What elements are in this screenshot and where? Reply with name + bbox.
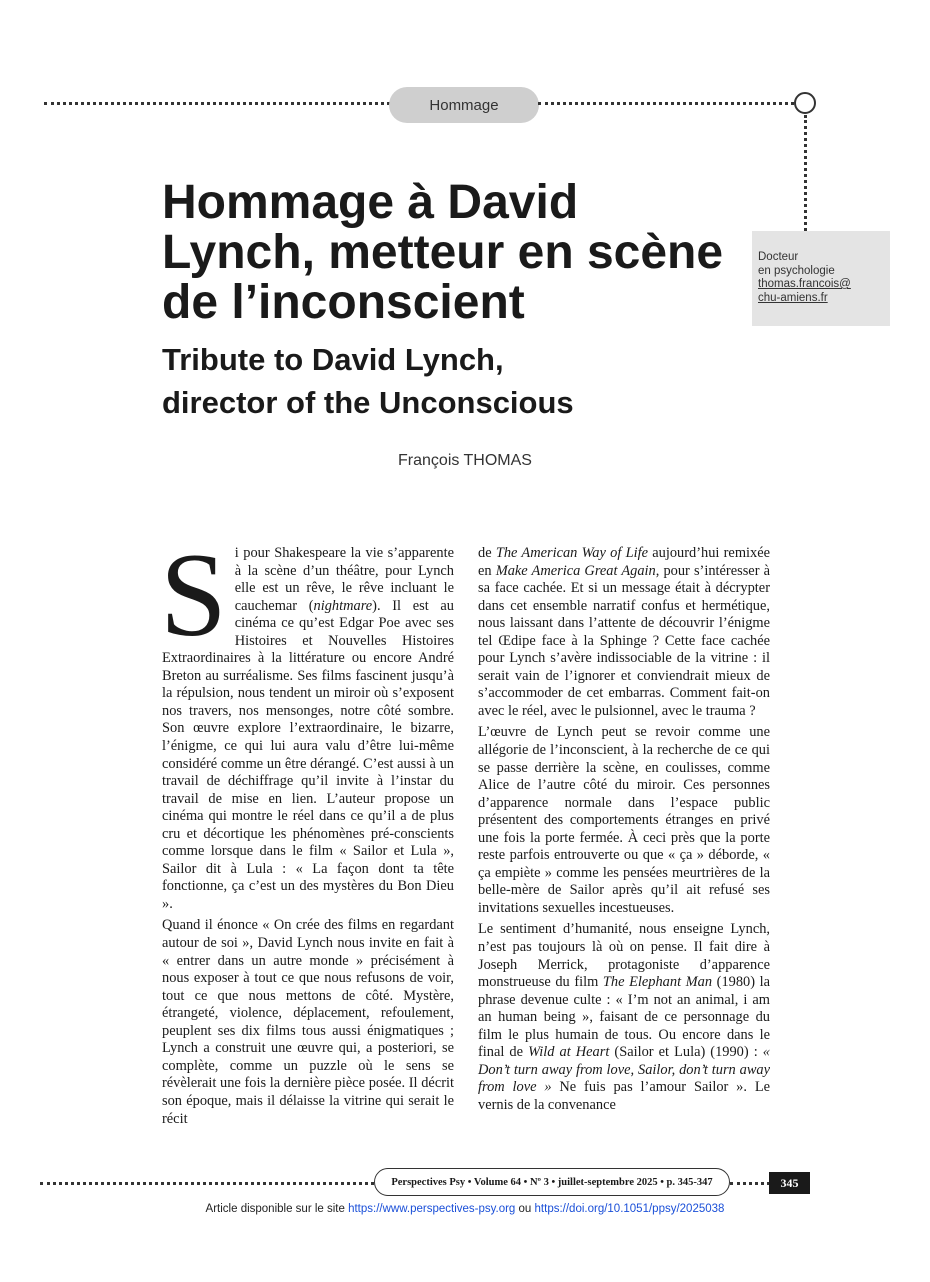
page-number: 345 bbox=[769, 1172, 810, 1194]
body-column-right bbox=[478, 545, 770, 1119]
author-email-link-part2[interactable]: chu-amiens.fr bbox=[758, 291, 828, 304]
body-column-left bbox=[160, 528, 454, 1132]
title-english bbox=[162, 338, 742, 424]
paragraph-3-text-b: aujourd’hui remixée en bbox=[478, 545, 770, 579]
paragraph-3-text-a: de bbox=[478, 545, 496, 561]
paragraph-5 bbox=[478, 921, 770, 1114]
availability-prefix: Article disponible sur le site bbox=[205, 1203, 349, 1215]
affiliation-title: Docteur bbox=[758, 251, 799, 263]
paragraph-5-text-c: (Sailor et Lula) (1990) : bbox=[609, 1044, 763, 1061]
paragraph-5-text-d: Ne fuis pas l’amour Sailor ». Le vernis de la convenance bbox=[478, 1079, 771, 1113]
author-email-link-part1[interactable]: thomas.francois@ bbox=[758, 278, 851, 290]
paragraph-5-emphasis-2: Wild at Heart bbox=[528, 1044, 610, 1061]
paragraph-5-text-b: (1980) la phrase devenue culte : « I’m not an animal, i am an human being », faisant de ce personnage du film le plus humain de tous. Ou encore dans le final de bbox=[478, 974, 770, 1061]
paragraph-5-emphasis-3: « Don’t turn away from love, Sailor, don’t turn away from love » bbox=[478, 1044, 770, 1096]
doi-link[interactable]: https://doi.org/10.1051/ppsy/2025038 bbox=[534, 1203, 725, 1215]
paragraph-3-emphasis-1: The American Way of Life bbox=[495, 545, 648, 561]
paragraph-5-emphasis-1: The Elephant Man bbox=[602, 974, 713, 991]
paragraph-2: Quand il énonce « On crée des films en regardant autour de soi », David Lynch nous invite en fait à « entrer dans un autre monde » précisément à nous exposer à tout ce que nous refusons de voir, tout ce que nous mettons de côté. Mystère, étrangeté, violence, déplacement, refoulement, peuplent ses dix films tous aussi énigmatiques ; Lynch a construit une œuvre qui, a posteriori, se complète, comme un puzzle où le sens se révèlerait une fois la dernière pièce posée. Il décrit son époque, mais il délaisse la vitrine qui serait le récit bbox=[162, 917, 454, 1127]
site-link[interactable]: https://www.perspectives-psy.org bbox=[348, 1203, 516, 1215]
paragraph-4: L’œuvre de Lynch peut se revoir comme une allégorie de l’inconscient, à la recherche de ce qui se passe derrière la scène, en coulisses, comme Alice de l’autre côté du miroir. Ces personnes d’apparence normale dans l’espace public présentent des comportements étranges en privé une fois la porte fermée. À ceci près que la porte reste parfois entrouverte ou que « ça » déborde, « ça empiète » comme les pensées meurtrières de la belle-mère de Sailor après qu’il ait refusé ses invitations sexuelles incestueuses. bbox=[478, 724, 770, 916]
journal-citation: Perspectives Psy • Volume 64 • Nº 3 • juillet-septembre 2025 • p. 345-347 bbox=[374, 1168, 730, 1196]
author-name: François THOMAS bbox=[398, 452, 532, 469]
drop-cap: S bbox=[160, 528, 227, 661]
paragraph-1-emphasis: nightmare bbox=[313, 597, 373, 614]
paragraph-3 bbox=[478, 545, 770, 720]
header-dotted-rule-right bbox=[538, 102, 794, 105]
header-circle-ornament bbox=[794, 92, 816, 114]
author-affiliation-box bbox=[752, 231, 890, 326]
title-french-line-2: Lynch, metteur en scène bbox=[162, 226, 724, 279]
paragraph-1 bbox=[160, 528, 454, 913]
paragraph-5-text-a: Le sentiment d’humanité, nous enseigne Lynch, n’est pas toujours là où on pense. Il fait dire à Joseph Merrick, protagoniste d’apparence monstrueuse du film bbox=[478, 921, 770, 991]
availability-mid: ou bbox=[515, 1203, 535, 1215]
paragraph-3-emphasis-2: Make America Great Again bbox=[495, 562, 656, 579]
affiliation-discipline: en psychologie bbox=[758, 264, 835, 277]
paragraph-3-text-c: , pour s’intéresser à sa face cachée. Et si un message était à décrypter dans cet ensemble narratif confus et hermétique, nous laissant dans l’attente de découvrir l’énigme tel Œdipe face à la Sphinge ? Cette face cachée pour Lynch s’avère indissociable de la vitrine : il serait vain de l’ignorer et conviendrait mieux de s’accommoder de cet embarras. Comment fait-on avec le réel, avec le pulsionnel, avec le trauma ? bbox=[478, 562, 770, 719]
footer-dotted-rule-left bbox=[40, 1182, 374, 1185]
paragraph-1-text-b: ). Il est au cinéma ce qu’est Edgar Poe avec ses Histoires et Nouvelles Histoires Extraordinaires à la littérature ou encore André Breton au surréalisme. Ses films fascinent jusqu’à la répulsion, nous tendent un miroir où s’exposent nos travers, nos mensonges, notre côté sombre. Son œuvre explore l’extraordinaire, le bizarre, l’énigme, ce qui lui aura valu d’être lui-même considéré comme un être dérangé. C’est aussi à un travail de déchiffrage qu’il invite à l’instar du travail de mise en lien. L’auteur propose un cinéma qui montre le réel dans ce qu’il a de plus cru et décortique les phénomènes pré-conscients comme lorsque dans le film « Sailor et Lula », Sailor dit à Lula : « La façon dont ta tête fonctionne, ça c’est un des mystères du Bon Dieu ». bbox=[162, 597, 454, 912]
title-french-line-3: de l’inconscient bbox=[162, 276, 525, 329]
title-english-line-1: Tribute to David Lynch, bbox=[162, 342, 504, 377]
title-english-line-2: director of the Unconscious bbox=[162, 385, 574, 420]
title-french bbox=[162, 178, 742, 328]
header-vertical-dotted-rule bbox=[804, 115, 807, 231]
title-french-line-1: Hommage à David bbox=[162, 176, 579, 229]
footer-dotted-rule-right bbox=[730, 1182, 770, 1185]
section-label: Hommage bbox=[389, 87, 539, 123]
availability-line bbox=[0, 1203, 930, 1215]
header-dotted-rule-left bbox=[44, 102, 390, 105]
paragraph-1-text-a: i pour Shakespeare la vie s’apparente à la scène d’un théâtre, pour Lynch elle est un rêve, le rêve incluant le cauchemar ( bbox=[234, 545, 454, 614]
